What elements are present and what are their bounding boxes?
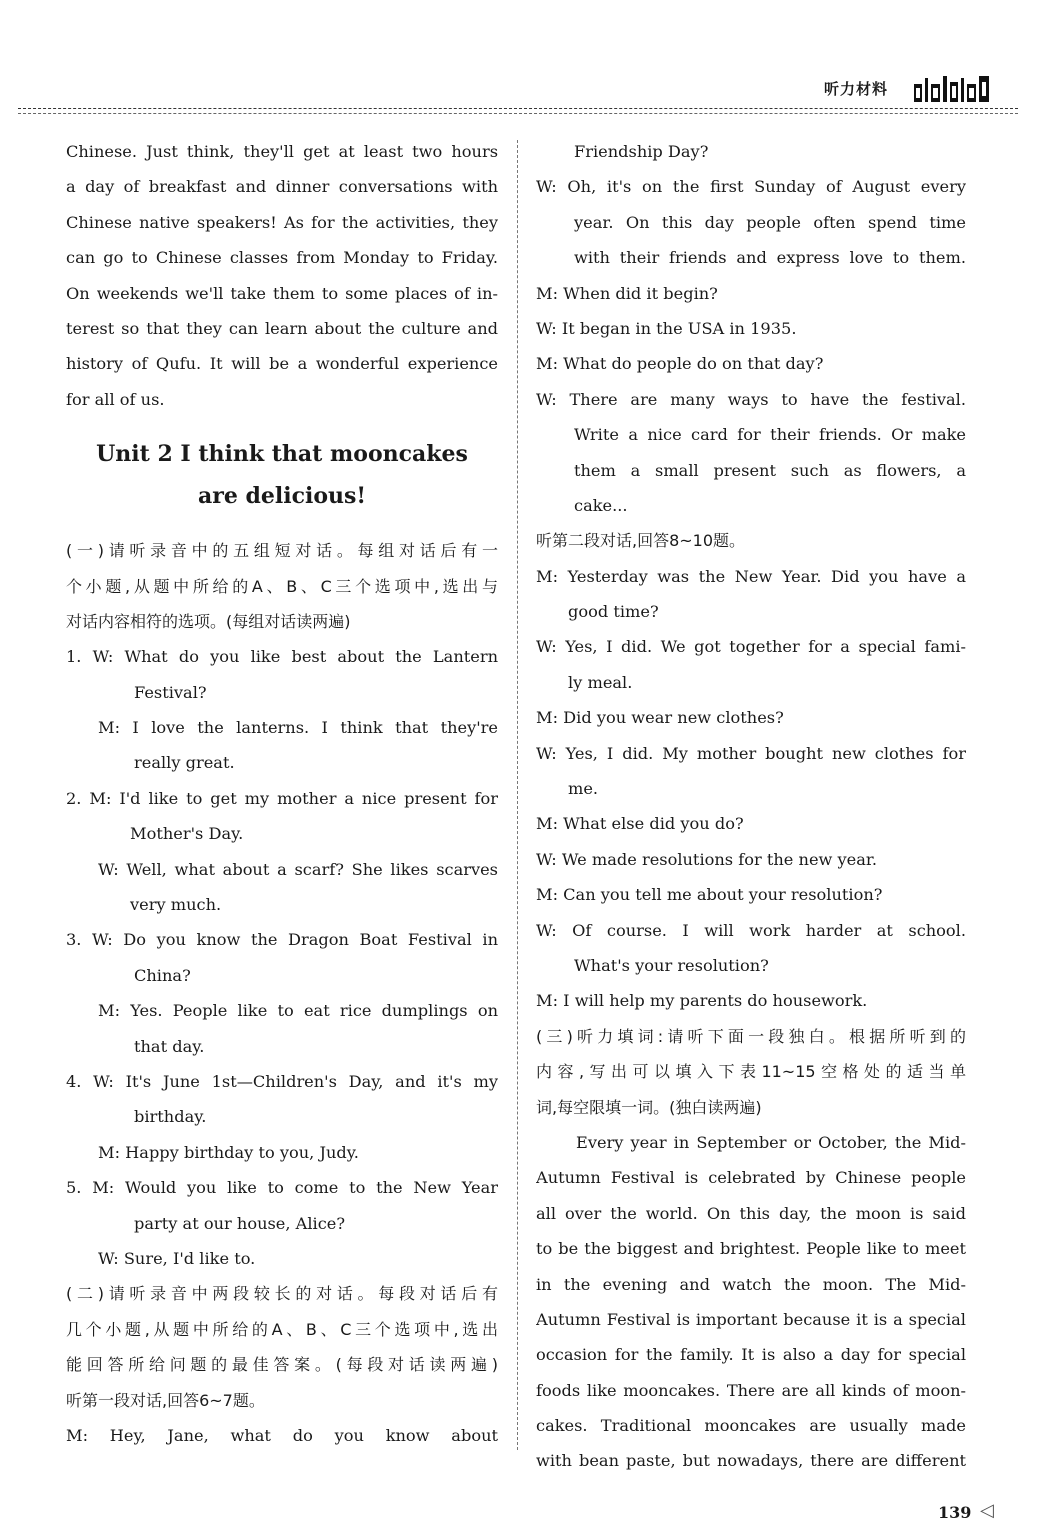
dialogue-line: Festival? (134, 682, 207, 702)
dialogue-line: 3. W: Do you know the Dragon Boat Festival in (66, 930, 498, 950)
section-instruction: 听第一段对话,回答6~7题。 (66, 1390, 265, 1410)
dialogue-line: W: Yes, I did. We got together for a special fami- (536, 637, 966, 657)
passage-line: to be the biggest and brightest. People like to meet (536, 1239, 966, 1259)
header-rule-secondary (18, 113, 1018, 114)
dialogue-line: What's your resolution? (574, 955, 769, 975)
dialogue-line: birthday. (134, 1107, 207, 1127)
dialogue-line: M: I love the lanterns. I think that they're (98, 718, 498, 738)
section-instruction: (一)请听录音中的五组短对话。每组对话后有一 (66, 541, 498, 561)
dialogue-line: W: Oh, it's on the first Sunday of August every (536, 177, 966, 197)
section-instruction: 能回答所给问题的最佳答案。(每段对话读两遍) (66, 1355, 498, 1375)
dialogue-line: Friendship Day? (574, 142, 709, 161)
column-divider (517, 140, 518, 1450)
dialogue-line: ly meal. (568, 672, 633, 692)
dialogue-line: M: Hey, Jane, what do you know about (66, 1425, 498, 1445)
section-instruction: 个小题,从题中所给的A、B、C三个选项中,选出与 (66, 576, 498, 596)
passage-line: with bean paste, but nowadays, there are different (536, 1451, 966, 1471)
unit-title: Unit 2 I think that mooncakes (96, 441, 468, 468)
dialogue-line: W: Yes, I did. My mother bought new clothes for (536, 743, 966, 763)
dialogue-line: M: Yesterday was the New Year. Did you have a (536, 566, 966, 586)
text-line: history of Qufu. It will be a wonderful experience (66, 354, 498, 374)
dialogue-line: 1. W: What do you like best about the Lantern (66, 647, 498, 667)
section-instruction: 听第二段对话,回答8~10题。 (536, 531, 746, 551)
right-column (536, 134, 966, 1479)
passage-line: cakes. Traditional mooncakes are usually made (536, 1416, 966, 1436)
passage-line: Autumn Festival is celebrated by Chinese people (536, 1168, 966, 1188)
passage-line: all over the world. On this day, the moon is said (536, 1203, 966, 1223)
dialogue-line: China? (134, 965, 191, 985)
text-line: can go to Chinese classes from Monday to Friday. (66, 248, 498, 268)
dialogue-line: that day. (134, 1036, 205, 1056)
dialogue-line: really great. (134, 753, 235, 773)
dialogue-line: 5. M: Would you like to come to the New Year (66, 1178, 498, 1198)
dialogue-line: M: Can you tell me about your resolution? (536, 885, 883, 905)
dialogue-line: M: What else did you do? (536, 814, 744, 834)
passage-line: foods like mooncakes. There are all kinds of moon- (536, 1380, 966, 1400)
dialogue-line: M: I will help my parents do housework. (536, 991, 868, 1011)
passage-line: occasion for the family. It is also a day for special (536, 1345, 966, 1365)
section-instruction: 几个小题,从题中所给的A、B、C三个选项中,选出 (66, 1319, 498, 1339)
header-decoration-icon (912, 74, 992, 104)
dialogue-line: M: Happy birthday to you, Judy. (98, 1142, 359, 1162)
dialogue-line: 4. W: It's June 1st—Children's Day, and it's my (66, 1071, 498, 1091)
dialogue-line: very much. (130, 895, 222, 915)
section-instruction: 对话内容相符的选项。(每组对话读两遍) (66, 611, 351, 631)
dialogue-line: M: Did you wear new clothes? (536, 708, 784, 728)
header-rule (18, 108, 1018, 109)
dialogue-line: M: Yes. People like to eat rice dumplings on (98, 1001, 498, 1021)
section-instruction: (二)请听录音中两段较长的对话。每段对话后有 (66, 1284, 498, 1304)
section-instruction: 词,每空限填一词。(独白读两遍) (536, 1097, 762, 1117)
passage-line: in the evening and watch the moon. The Mid- (536, 1274, 966, 1294)
dialogue-line: with their friends and express love to them. (574, 248, 966, 268)
unit-title-continued: are delicious! (197, 483, 367, 510)
header-label: 听力材料 (824, 80, 889, 98)
dialogue-line: W: Well, what about a scarf? She likes scarves (98, 859, 498, 879)
dialogue-line: year. On this day people often spend time (574, 212, 966, 232)
passage-line: Every year in September or October, the Mid- (576, 1132, 966, 1152)
text-line: On weekends we'll take them to some places of in- (66, 283, 498, 303)
text-line: for all of us. (66, 389, 165, 409)
dialogue-line: M: When did it begin? (536, 283, 718, 303)
dialogue-line: M: What do people do on that day? (536, 354, 824, 374)
dialogue-line: Mother's Day. (130, 824, 244, 844)
passage-line: Autumn Festival is important because it is a special (536, 1309, 966, 1329)
section-instruction: (三)听力填词:请听下面一段独白。根据所听到的 (536, 1026, 966, 1046)
dialogue-line: W: There are many ways to have the festival. (536, 389, 966, 409)
corner-arrow-icon: ◁ (980, 1500, 994, 1521)
text-line: a day of breakfast and dinner conversations with (66, 177, 498, 197)
dialogue-line: W: Sure, I'd like to. (98, 1248, 256, 1268)
text-line: terest so that they can learn about the culture and (66, 318, 498, 338)
left-column (66, 134, 498, 1453)
section-instruction: 内容,写出可以填入下表11~15空格处的适当单 (536, 1062, 966, 1082)
dialogue-line: good time? (568, 602, 659, 622)
dialogue-line: 2. M: I'd like to get my mother a nice present for (66, 788, 498, 808)
text-line: Chinese. Just think, they'll get at least two hours (66, 142, 498, 161)
text-line: Chinese native speakers! As for the activities, they (66, 212, 498, 232)
page-number: 139 (938, 1503, 972, 1522)
dialogue-line: party at our house, Alice? (134, 1213, 346, 1233)
dialogue-line: W: Of course. I will work harder at school. (536, 920, 966, 940)
dialogue-line: Write a nice card for their friends. Or make (574, 425, 966, 445)
dialogue-line: W: It began in the USA in 1935. (536, 318, 797, 338)
dialogue-line: W: We made resolutions for the new year. (536, 849, 878, 869)
dialogue-line: them a small present such as flowers, a (574, 460, 966, 480)
dialogue-line: cake... (574, 495, 628, 515)
dialogue-line: me. (568, 779, 599, 799)
